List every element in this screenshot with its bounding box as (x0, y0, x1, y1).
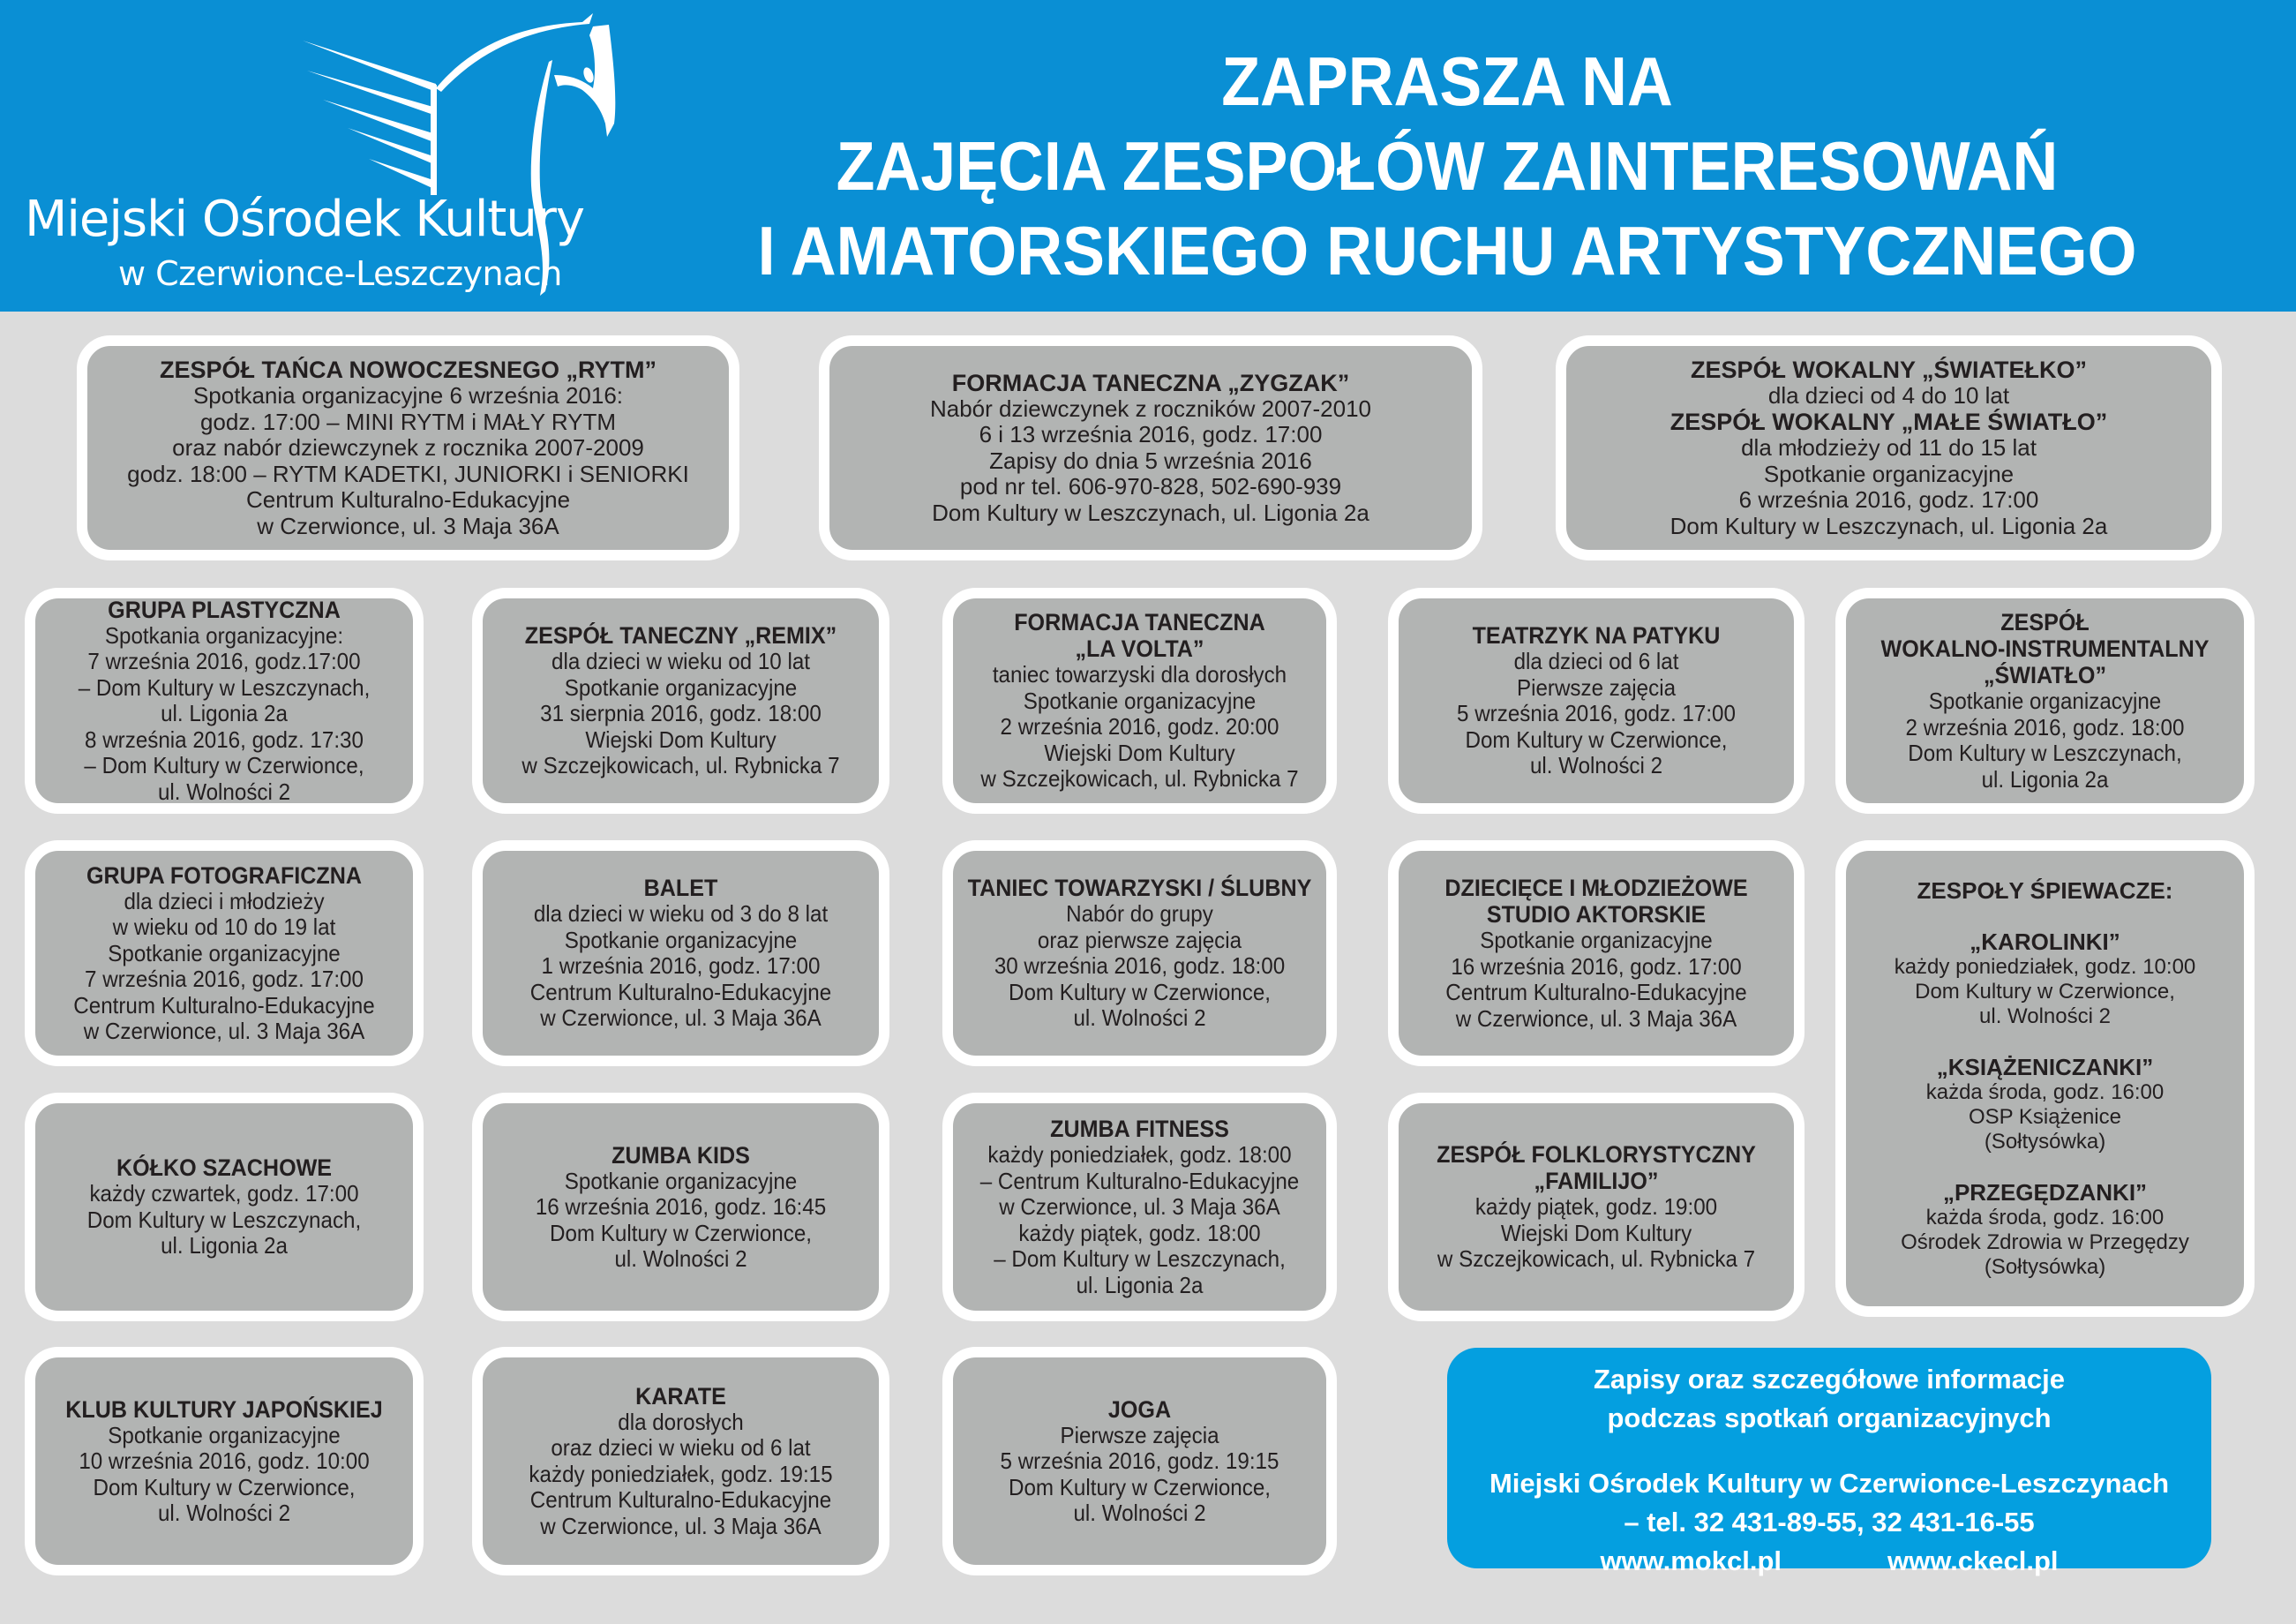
card-title: ZUMBA FITNESS (1050, 1116, 1229, 1142)
card-title: KARATE (635, 1382, 726, 1410)
info-line: Zapisy oraz szczegółowe informacje (1593, 1364, 2066, 1395)
card-line: Pierwsze zajęcia (1516, 673, 1677, 701)
card-line: Spotkanie organizacyjne (108, 1421, 341, 1448)
card-line: Dom Kultury w Leszczynach, ul. Ligonia 2a (932, 499, 1369, 526)
card-title: „FAMILIJO” (1534, 1168, 1659, 1195)
card-line: dla dzieci i młodzieży (124, 887, 325, 914)
card-line: ul. Ligonia 2a (161, 700, 288, 727)
activity-card (942, 588, 1337, 814)
card-line: dla dzieci w wieku od 10 lat (551, 648, 811, 675)
card-line: ul. Wolności 2 (1073, 1004, 1206, 1032)
card-line: godz. 17:00 – MINI RYTM i MAŁY RYTM (199, 408, 617, 435)
activity-card (942, 1093, 1337, 1321)
card-title: ZESPÓŁ TANECZNY „REMIX” (524, 622, 837, 650)
card-title: GRUPA PLASTYCZNA (108, 596, 341, 623)
card-line: Centrum Kulturalno-Edukacyjne (1445, 979, 1747, 1005)
card-line: Centrum Kulturalno-Edukacyjne (73, 991, 375, 1019)
card-line: Spotkania organizacyjne 6 września 2016: (192, 382, 624, 409)
card-line: Spotkanie organizacyjne (1928, 688, 2162, 714)
card-line: Wiejski Dom Kultury (1500, 1219, 1692, 1246)
card-line: 5 września 2016, godz. 17:00 (1457, 700, 1736, 727)
card-line: Nabór do grupy (1066, 900, 1213, 928)
card-line: Spotkanie organizacyjne (564, 1167, 798, 1194)
card-line: (Sołtysówka) (1984, 1255, 2106, 1279)
card-line: każdy poniedziałek, godz. 10:00 (1894, 955, 2196, 979)
card-line: 7 września 2016, godz. 17:00 (85, 966, 364, 992)
website-link-ckecl[interactable]: www.ckecl.pl (1887, 1545, 2059, 1576)
card-line: Dom Kultury w Czerwionce, (550, 1219, 812, 1246)
card-title: FORMACJA TANECZNA „ZYGZAK” (951, 369, 1350, 396)
activity-card (25, 1093, 424, 1321)
activity-card (25, 588, 424, 814)
card-line: ul. Ligonia 2a (1076, 1271, 1204, 1298)
card-line: 2 września 2016, godz. 20:00 (1000, 713, 1279, 741)
card-line: każdy piątek, godz. 19:00 (1474, 1193, 1718, 1221)
headline-line: I AMATORSKIEGO RUCHU ARTYSTYCZNEGO (757, 212, 2137, 289)
card-line: w Czerwionce, ul. 3 Maja 36A (999, 1193, 1280, 1220)
group-name: „KSIĄŻENICZANKI” (1936, 1054, 2154, 1080)
card-title: JOGA (1107, 1395, 1172, 1423)
card-line: Zapisy do dnia 5 września 2016 (989, 447, 1312, 474)
card-line: Centrum Kulturalno-Edukacyjne (529, 1486, 832, 1514)
card-title: ZESPÓŁ WOKALNY „MAŁE ŚWIATŁO” (1669, 409, 2108, 436)
card-line: Dom Kultury w Czerwionce, (93, 1473, 356, 1500)
card-line: w Czerwionce, ul. 3 Maja 36A (1455, 1004, 1737, 1032)
card-line: dla dzieci od 4 do 10 lat (1767, 381, 2010, 409)
card-line: Centrum Kulturalno-Edukacyjne (529, 978, 832, 1005)
card-title: KÓŁKO SZACHOWE (116, 1154, 333, 1182)
card-line: dla młodzieży od 11 do 15 lat (1741, 434, 2037, 462)
card-line: 6 września 2016, godz. 17:00 (1738, 486, 2039, 514)
card-line: dla dzieci w wieku od 3 do 8 lat (533, 900, 829, 928)
card-line: Spotkanie organizacyjne (564, 673, 798, 701)
info-phone: – tel. 32 431-89-55, 32 431-16-55 (1624, 1507, 2035, 1538)
card-line: w Szczejkowicach, ul. Rybnicka 7 (1437, 1245, 1756, 1273)
card-line: 30 września 2016, godz. 18:00 (994, 952, 1286, 980)
activity-card (472, 840, 889, 1066)
card-line: każdy poniedziałek, godz. 19:15 (529, 1460, 833, 1487)
card-title: FORMACJA TANECZNA (1014, 609, 1265, 636)
card-line: każdy piątek, godz. 18:00 (1018, 1219, 1261, 1246)
header-banner (0, 0, 2296, 312)
card-line: Spotkania organizacyjne: (104, 621, 344, 649)
card-title: „ŚWIATŁO” (1983, 662, 2107, 688)
card-line: każdy poniedziałek, godz. 18:00 (987, 1141, 1292, 1168)
contact-info-box (1447, 1348, 2211, 1576)
card-line: dla dorosłych (618, 1408, 744, 1435)
website-link-mokcl[interactable]: www.mokcl.pl (1600, 1545, 1782, 1576)
card-line: Nabór dziewczynek z roczników 2007-2010 (929, 395, 1372, 422)
logo-name: Miejski Ośrodek Kultury (25, 191, 584, 248)
card-line: – Dom Kultury w Czerwionce, (84, 752, 364, 779)
info-line: podczas spotkań organizacyjnych (1607, 1402, 2052, 1433)
activity-card (819, 335, 1482, 560)
card-line: Dom Kultury w Leszczynach, (1908, 740, 2182, 766)
card-line: – Dom Kultury w Leszczynach, (994, 1245, 1286, 1272)
card-line: ul. Wolności 2 (1073, 1500, 1206, 1526)
activity-card (25, 1347, 424, 1575)
card-line: (Sołtysówka) (1984, 1130, 2106, 1154)
activity-card (25, 840, 424, 1066)
card-title: BALET (643, 875, 718, 902)
card-line: Dom Kultury w Czerwionce, (1009, 1473, 1271, 1500)
activity-card (1835, 588, 2255, 814)
card-line: Spotkanie organizacyjne (108, 939, 341, 966)
card-line: oraz nabór dziewczynek z rocznika 2007-2009 (172, 434, 644, 461)
card-title: ZESPÓŁ TAŃCA NOWOCZESNEGO „RYTM” (160, 357, 657, 383)
info-org: Miejski Ośrodek Kultury w Czerwionce-Leszczynach (1489, 1468, 2170, 1499)
headline-line: ZAPRASZA NA (1221, 42, 1673, 120)
activity-card (472, 588, 889, 814)
card-line: Spotkanie organizacyjne (1763, 460, 2015, 487)
card-line: – Centrum Kulturalno-Edukacyjne (979, 1167, 1300, 1194)
card-title: WOKALNO-INSTRUMENTALNY (1880, 635, 2210, 662)
card-line: 8 września 2016, godz. 17:30 (85, 726, 364, 753)
card-title: GRUPA FOTOGRAFICZNA (86, 861, 362, 889)
card-line: Pierwsze zajęcia (1060, 1421, 1219, 1448)
card-title: STUDIO AKTORSKIE (1486, 901, 1707, 928)
card-line: 31 sierpnia 2016, godz. 18:00 (540, 700, 822, 727)
card-line: Ośrodek Zdrowia w Przegędzy (1901, 1230, 2189, 1254)
card-line: każdy czwartek, godz. 17:00 (89, 1180, 359, 1207)
card-line: 6 i 13 września 2016, godz. 17:00 (979, 421, 1323, 448)
activity-card (472, 1093, 889, 1321)
card-line: pod nr tel. 606-970-828, 502-690-939 (959, 473, 1342, 500)
card-line: ul. Ligonia 2a (161, 1232, 288, 1259)
card-line: w Czerwionce, ul. 3 Maja 36A (540, 1004, 822, 1032)
group-name: „KAROLINKI” (1970, 929, 2120, 955)
card-line: 16 września 2016, godz. 16:45 (535, 1193, 827, 1220)
card-line: Dom Kultury w Czerwionce, (1009, 978, 1271, 1005)
card-line: oraz pierwsze zajęcia (1037, 926, 1242, 953)
activity-card (77, 335, 739, 560)
card-title: DZIECIĘCE I MŁODZIEŻOWE (1444, 875, 1748, 901)
headline (717, 39, 2178, 293)
card-line: – Dom Kultury w Leszczynach, (78, 673, 371, 701)
activity-card (942, 840, 1337, 1066)
card-line: w Szczejkowicach, ul. Rybnicka 7 (521, 752, 840, 779)
activity-card (472, 1347, 889, 1575)
activity-card (942, 1347, 1337, 1575)
card-line: w wieku od 10 do 19 lat (112, 914, 336, 940)
card-line: 16 września 2016, godz. 17:00 (1451, 952, 1742, 980)
card-line: ul. Wolności 2 (157, 778, 291, 805)
card-line: Centrum Kulturalno-Edukacyjne (245, 486, 571, 513)
activity-card (1388, 588, 1805, 814)
card-line: 10 września 2016, godz. 10:00 (79, 1447, 370, 1474)
card-line: 1 września 2016, godz. 17:00 (541, 952, 821, 980)
card-title: ZESPÓŁ FOLKLORYSTYCZNY (1437, 1141, 1756, 1169)
card-line: Spotkanie organizacyjne (1023, 687, 1257, 714)
card-title: TANIEC TOWARZYSKI / ŚLUBNY (967, 875, 1312, 902)
card-line: ul. Wolności 2 (1529, 752, 1663, 779)
card-title: KLUB KULTURY JAPOŃSKIEJ (65, 1395, 383, 1423)
card-line: ul. Wolności 2 (614, 1245, 747, 1272)
card-line: każda środa, godz. 16:00 (1925, 1206, 2165, 1229)
card-title: ZUMBA KIDS (612, 1141, 750, 1169)
card-line: Spotkanie organizacyjne (1480, 927, 1713, 953)
card-line: oraz dzieci w wieku od 6 lat (551, 1434, 811, 1462)
card-line: każda środa, godz. 16:00 (1925, 1080, 2165, 1104)
card-line: 5 września 2016, godz. 19:15 (1000, 1447, 1279, 1474)
headline-line: ZAJĘCIA ZESPOŁÓW ZAINTERESOWAŃ (836, 127, 2059, 205)
card-line: w Czerwionce, ul. 3 Maja 36A (540, 1512, 822, 1539)
card-line: Wiejski Dom Kultury (1044, 739, 1235, 766)
activity-card (1556, 335, 2222, 560)
singing-groups-card (1835, 840, 2255, 1317)
card-line: godz. 18:00 – RYTM KADETKI, JUNIORKI i SENIORKI (127, 460, 689, 487)
card-title: ZESPÓŁ (2000, 609, 2090, 635)
card-line: dla dzieci od 6 lat (1513, 648, 1679, 675)
card-line: Dom Kultury w Czerwionce, (1465, 726, 1728, 753)
card-line: 2 września 2016, godz. 18:00 (1905, 713, 2185, 741)
logo-subtitle: w Czerwionce-Leszczynach (118, 254, 562, 293)
card-line: Dom Kultury w Leszczynach, ul. Ligonia 2a (1669, 512, 2108, 539)
card-title: ZESPOŁY ŚPIEWACZE: (1917, 877, 2173, 904)
card-line: w Szczejkowicach, ul. Rybnicka 7 (980, 765, 1299, 793)
card-line: OSP Książenice (1969, 1105, 2121, 1129)
card-line: Wiejski Dom Kultury (585, 726, 777, 753)
card-line: ul. Ligonia 2a (1981, 765, 2109, 793)
activity-card (1388, 1093, 1805, 1321)
group-name: „PRZEGĘDZANKI” (1942, 1179, 2148, 1206)
card-line: Spotkanie organizacyjne (564, 926, 798, 953)
card-line: ul. Wolności 2 (1979, 1004, 2111, 1028)
card-title: „LA VOLTA” (1075, 635, 1204, 663)
card-line: Dom Kultury w Leszczynach, (86, 1206, 362, 1233)
card-title: TEATRZYK NA PATYKU (1472, 622, 1721, 650)
activity-card (1388, 840, 1805, 1066)
card-line: ul. Wolności 2 (157, 1500, 291, 1526)
card-line: Dom Kultury w Czerwionce, (1915, 980, 2175, 1004)
card-line: 7 września 2016, godz.17:00 (87, 648, 361, 675)
card-line: w Czerwionce, ul. 3 Maja 36A (83, 1018, 365, 1044)
card-title: ZESPÓŁ WOKALNY „ŚWIATEŁKO” (1691, 356, 2087, 383)
card-line: taniec towarzyski dla dorosłych (992, 661, 1287, 688)
card-line: w Czerwionce, ul. 3 Maja 36A (257, 512, 559, 539)
